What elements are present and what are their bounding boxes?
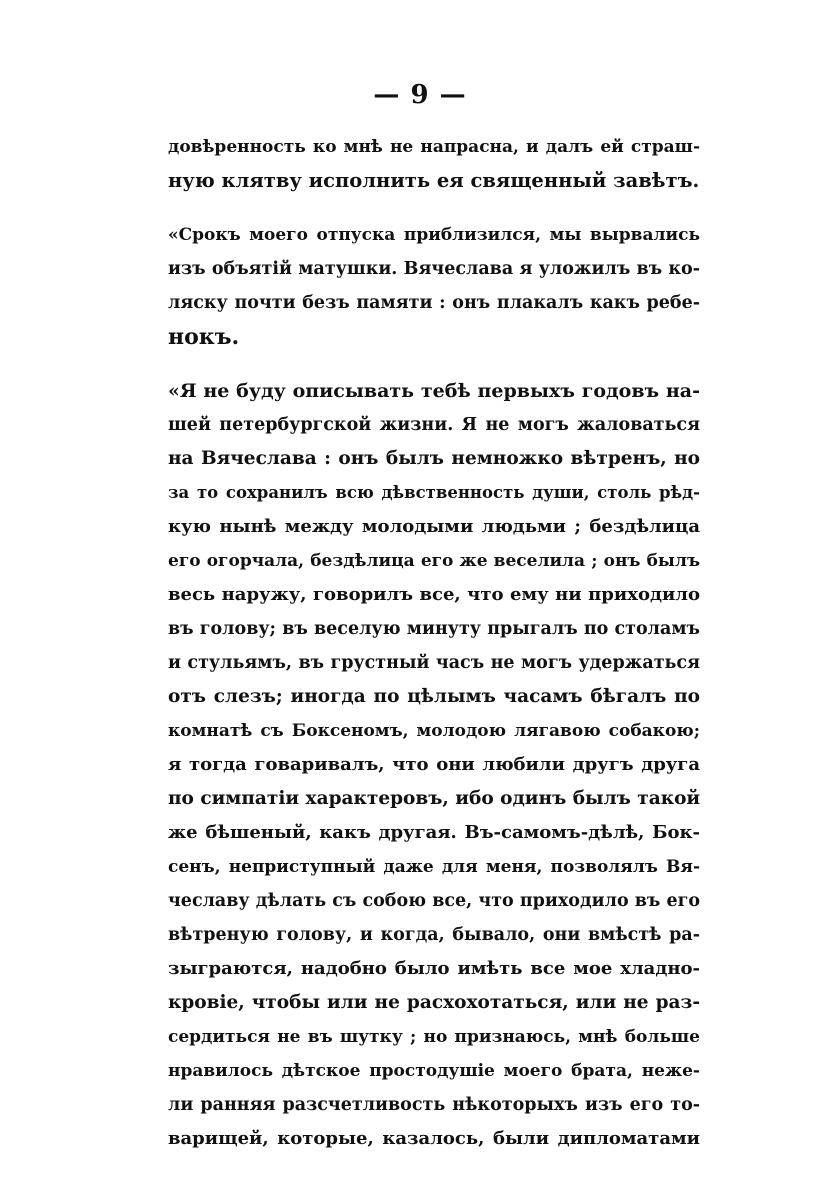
text-line: «Я не буду описывать тебѣ первыхъ годовъ на- xyxy=(168,380,700,402)
text-line: я тогда говаривалъ, что они любили другъ друга xyxy=(168,754,700,775)
text-line: кровіе, чтобы или не расхохотаться, или не раз- xyxy=(168,992,700,1013)
paragraph-gap xyxy=(168,354,700,374)
text-line: за то сохранилъ всю дѣвственность души, столь рѣд- xyxy=(168,483,700,502)
page-number: — 9 — xyxy=(373,80,467,110)
text-line: ляску почти безъ памяти : онъ плакалъ какъ ребе- xyxy=(168,293,700,313)
text-line: нравилось дѣтское простодушіе моего брата, неже- xyxy=(168,1061,700,1081)
text-line: сердиться не въ шутку ; но признаюсь, мнѣ больше xyxy=(168,1027,700,1047)
text-line: кую нынѣ между молодыми людьми ; бездѣлица xyxy=(168,516,700,537)
text-line: вѣтреную голову, и когда, бывало, они вмѣстѣ ра- xyxy=(168,925,700,945)
text-line: и стульямъ, въ грустный часъ не могъ удержаться xyxy=(168,653,700,673)
paragraph xyxy=(168,218,700,354)
text-line: сенъ, неприступный даже для меня, позволялъ Вя- xyxy=(168,857,700,877)
text-line: ли ранняя разсчетливость нѣкоторыхъ изъ его то- xyxy=(168,1095,700,1115)
text-line: ную клятву исполнить ея священный завѣтъ. xyxy=(168,169,700,192)
text-line: весь наружу, говорилъ все, что ему ни приходило xyxy=(168,584,700,605)
text-line: въ голову; въ веселую минуту прыгалъ по столамъ xyxy=(168,619,700,639)
text-line: изъ объятій матушки. Вячеслава я уложилъ въ ко- xyxy=(168,259,700,279)
text-line: чеславу дѣлать съ собою все, что приходило въ его xyxy=(168,891,700,911)
text-line: на Вячеслава : онъ былъ немножко вѣтренъ, но xyxy=(168,448,700,469)
text-line: комнатѣ съ Боксеномъ, молодою лягавою собакою; xyxy=(168,721,700,741)
text-line: «Срокъ моего отпуска приблизился, мы вырвались xyxy=(168,225,700,245)
paragraph-gap xyxy=(168,198,700,218)
paragraph xyxy=(168,374,700,1156)
text-line: его огорчала, бездѣлица его же веселила ; онъ былъ xyxy=(168,551,700,571)
text-line: довѣренность ко мнѣ не напрасна, и далъ ей страш- xyxy=(168,137,700,157)
text-line: по симпатіи характеровъ, ибо одинъ былъ такой xyxy=(168,788,700,809)
paragraph xyxy=(168,130,700,198)
text-line: отъ слезъ; иногда по цѣлымъ часамъ бѣгалъ по xyxy=(168,686,700,707)
text-line: зыграются, надобно было имѣть все мое хладно- xyxy=(168,958,700,979)
text-line: же бѣшеный, какъ другая. Въ-самомъ-дѣлѣ, Бок- xyxy=(168,822,700,843)
text-line: нокъ. xyxy=(168,324,240,350)
body-text xyxy=(168,130,700,1156)
text-line: варищей, которые, казалось, были дипломатами xyxy=(168,1128,700,1149)
text-line: шей петербургской жизни. Я не могъ жаловаться xyxy=(168,415,700,435)
